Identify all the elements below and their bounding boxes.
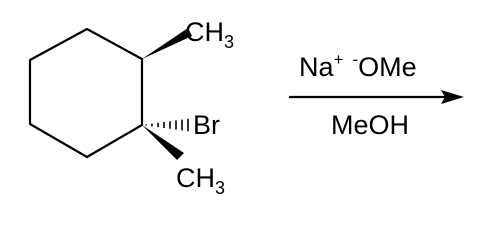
reagent-cation-charge: + [333,50,344,69]
methyl-bottom-text: CH [176,163,215,193]
methyl-label-bottom [176,163,225,198]
cyclohexane-ring [30,29,142,157]
methyl-top-text: CH [185,17,224,47]
reagent-anion-charge: - [352,50,359,69]
reagent-cation: Na [299,52,334,82]
reaction-arrow [289,90,464,104]
bromo-label: Br [193,110,220,140]
methyl-top-subscript: 3 [224,32,235,52]
reagent-anion: OMe [358,52,417,82]
solvent-label: MeOH [331,110,410,140]
wedge-bond-bottom-methyl [142,125,184,160]
reagent-label [299,50,417,82]
methyl-bottom-subscript: 3 [215,178,226,198]
methyl-label-top [185,17,234,52]
hashed-bond-bromine [146,119,188,131]
